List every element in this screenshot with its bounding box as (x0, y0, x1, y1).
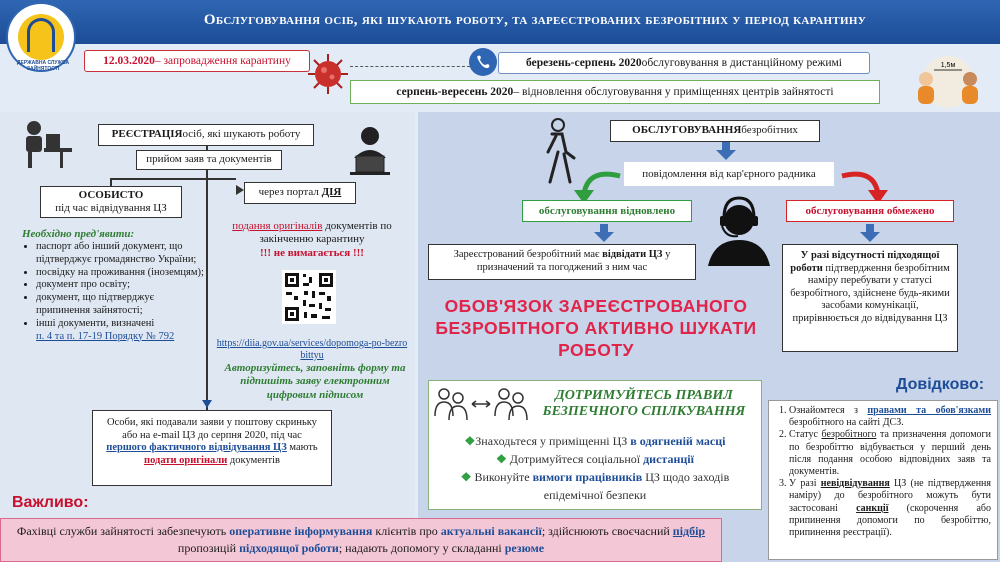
service-text: безробітних (741, 124, 798, 137)
timeline-remote-period (498, 52, 870, 74)
safety3-a: Виконуйте (474, 470, 533, 484)
timeline-text3: – відновлення обслуговування у приміщеннях центрів зайнятості (513, 86, 834, 98)
portal-box (244, 182, 356, 204)
notification-text: повідомлення від кар'єрного радника (642, 168, 816, 180)
ref3-a: У разі (789, 478, 821, 490)
list-item: • документ про освіту; (36, 279, 204, 292)
list-item: • документ, що підтверджує припинення зайнятості; (36, 292, 204, 318)
mail-text2: мають (286, 442, 318, 454)
safety-list (432, 432, 758, 504)
logo (6, 2, 76, 72)
safety-item: ❖Знаходьтеся у приміщенні ЦЗ в одягненій масці (464, 434, 726, 448)
service-bold: ОБСЛУГОВУВАННЯ (632, 124, 742, 137)
list-item (36, 318, 204, 344)
mail-bold: першого фактичного відвідування ЦЗ (106, 442, 287, 454)
originals-text: документів по закінченню карантину (259, 220, 392, 246)
operator-laptop-icon (344, 124, 396, 176)
timeline-period2: березень-серпень 2020 (526, 57, 642, 69)
limited-text: обслуговування обмежено (805, 205, 935, 217)
distance-label: 1,5м (940, 62, 956, 69)
ref3-c: (скорочення або припинення допомоги по безробіттю, припинення реєстрації). (789, 502, 991, 538)
in-person-box (40, 186, 182, 218)
registration-text: осіб, які шукають роботу (182, 128, 301, 141)
portal-name: ДІЯ (321, 186, 342, 199)
mail-text3: документів (227, 454, 280, 466)
tree-branch (110, 178, 236, 180)
logo-figure-icon (27, 18, 55, 52)
list-item (789, 478, 991, 539)
absence-box (782, 244, 958, 352)
important-bold4: підходящої роботи (239, 541, 339, 556)
important-bold1: оперативне інформування (229, 524, 373, 538)
safety3-c: ЦЗ щодо заходів епідемічної безпеки (543, 470, 730, 502)
mail-red: подати оригінали (144, 454, 228, 466)
list-item: • паспорт або інший документ, що підтверджує громадянство України; (36, 241, 204, 267)
in-person-title: ОСОБИСТО (78, 188, 144, 201)
timeline-period3: серпень-вересень 2020 (396, 86, 514, 98)
important-text5: ; надають допомогу у складанні (338, 541, 505, 556)
important-box (0, 518, 722, 562)
red-curved-arrow-icon (838, 164, 894, 204)
tree-branch-left (110, 178, 112, 186)
important-title: Важливо: (12, 494, 89, 511)
visit-bold: відвідати ЦЗ (602, 249, 663, 260)
important-bold2: актуальні вакансії (440, 524, 542, 538)
timeline-text2: обслуговування в дистанційному режимі (641, 57, 842, 69)
remote-service-icon (468, 47, 498, 77)
safety2-b: дистанції (643, 452, 694, 466)
page-title: Обслуговування осіб, які шукають роботу, та зареєстрованих безробітних у період карантину (203, 12, 867, 28)
list-item (789, 405, 991, 429)
ref2-b: та призначення допомоги по безробіттю відбувається у перший день після подання особою відповідних заяв та документів. (789, 429, 992, 477)
mail-text1: Особи, які подавали заяви у поштову скриньку або на e-mail ЦЗ до серпня 2020, під час (107, 417, 317, 441)
visit-text2: у призначений та погоджений з ним час (476, 249, 671, 273)
headset-operator-icon (702, 196, 776, 268)
important-text3: ; здійснюють своєчасний (541, 524, 673, 538)
arrow-down-icon (594, 224, 614, 242)
restored-box (522, 200, 692, 222)
ref3-u: невідвідування (820, 478, 890, 490)
notification-box (624, 162, 834, 186)
ref1-b: безробітного на сайті ДСЗ. (789, 417, 904, 429)
ref2-u: безробітного (821, 429, 877, 441)
visit-text1: Зареєстрований безробітний має (453, 249, 603, 260)
duty-slogan: ОБОВ'ЯЗОК ЗАРЕЄСТРОВАНОГО БЕЗРОБІТНОГО АКТИВНО ШУКАТИ РОБОТУ (435, 296, 757, 360)
safety2-a: Дотримуйтеся соціальної (509, 452, 644, 466)
timeline-connector (350, 66, 470, 67)
ref1-a: Ознайомтеся з (789, 405, 868, 416)
timeline-text1: – запровадження карантину (154, 55, 291, 67)
list-item: • посвідку на проживання (іноземцям); (36, 267, 204, 280)
required-list (24, 241, 204, 343)
registrar-desk-icon (20, 118, 74, 170)
timeline-quarantine-start (84, 50, 310, 72)
safety-item: ❖ Виконуйте вимоги працівників ЦЗ щодо заходів епідемічної безпеки (460, 470, 730, 502)
arrow-down-icon (202, 400, 212, 408)
people-distance-icon (432, 386, 528, 426)
service-box (610, 120, 820, 142)
reference-box (768, 400, 998, 560)
tree-trunk (206, 170, 208, 410)
in-person-sub: під час відвідування ЦЗ (55, 202, 167, 214)
absence-bold: У разі відсутності підходящої роботи (790, 250, 940, 274)
not-required: !!! не вимагається !!! (260, 246, 364, 259)
ref2-a: Статус (789, 429, 822, 441)
reference-title: Довідково: (896, 376, 985, 393)
safety-title: ДОТРИМУЙТЕСЬ ПРАВИЛ БЕЗПЕЧНОГО СПІЛКУВАННЯ (542, 388, 746, 420)
important-text2: клієнтів про (372, 524, 441, 538)
mail-submission-box (92, 410, 332, 486)
intake-text: прийом заяв та документів (146, 153, 272, 166)
important-bold3: підбір (672, 524, 706, 538)
safety3-b: вимоги працівників (532, 470, 643, 484)
ref3-u2: санкції (856, 502, 889, 514)
reference-list (789, 405, 991, 539)
limited-box (786, 200, 954, 222)
important-text1: Фахівці служби зайнятості забезпечують (16, 524, 230, 538)
required-title: Необхідно пред'явити: (22, 228, 135, 240)
list-item-text: інші документи, визначені (36, 317, 155, 329)
qr-code[interactable] (282, 270, 336, 324)
virus-icon (306, 52, 350, 96)
visit-box (428, 244, 696, 280)
arrow-right-icon (236, 185, 244, 195)
safety1-b: в одягненій масці (630, 434, 726, 448)
restored-text: обслуговування відновлено (538, 205, 676, 217)
absence-text: підтвердження безробітним наміру перебувати у статусі безробітного, здійснене будь-якими засобами комунікації, прирівнюється до відвідування ЦЗ (790, 262, 950, 324)
portal-prefix: через портал (258, 186, 319, 199)
intake-box (136, 150, 282, 170)
list-item (789, 429, 991, 478)
safety1-a: Знаходьтеся у приміщенні ЦЗ (475, 434, 631, 448)
registration-bold: РЕЄСТРАЦІЯ (111, 128, 183, 141)
safety-item: ❖ Дотримуйтеся соціальної дистанції (496, 452, 694, 466)
diia-link[interactable]: https://diia.gov.ua/services/dopomoga-po-bezrobittyu (216, 338, 408, 361)
originals-red: подання оригіналів (232, 220, 323, 232)
timeline-date1: 12.03.2020 (103, 55, 155, 67)
green-curved-arrow-icon (568, 164, 624, 204)
ref3-b: ЦЗ (не підтвердження наміру) до безробітного можуть бути застосовані (789, 478, 992, 514)
important-bold5: резюме (504, 541, 545, 556)
authorize-text: Авторизуйтесь, заповніть форму та підпишіть заяву електронним цифровим підписом (224, 362, 406, 401)
rights-link[interactable]: правами та обов'язками (867, 405, 991, 416)
important-text4: пропозицій (177, 541, 240, 556)
timeline-restored-period (350, 80, 880, 104)
logo-text: ДЕРЖАВНА СЛУЖБА ЗАЙНЯТОСТІ (16, 60, 70, 72)
social-distance-icon (900, 55, 996, 109)
arrow-down-icon (860, 224, 880, 242)
order-792-link[interactable]: п. 4 та п. 17-19 Порядку № 792 (36, 330, 175, 342)
registration-box (98, 124, 314, 146)
originals-note (222, 220, 402, 260)
arrow-down-icon (716, 142, 736, 160)
